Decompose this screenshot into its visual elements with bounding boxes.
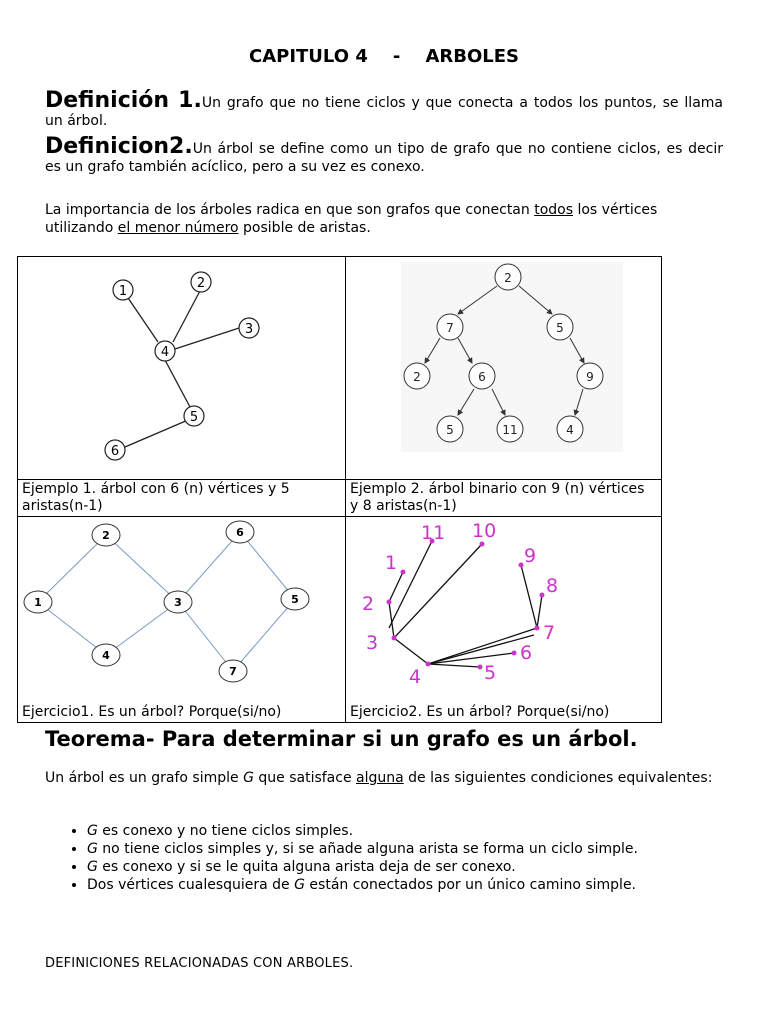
g4-node-4: 4 bbox=[409, 666, 422, 688]
exercise-2-caption: Ejercicio2. Es un árbol? Porque(si/no) bbox=[350, 704, 610, 720]
g4-node-7: 7 bbox=[543, 622, 556, 644]
g3-node-3: 3 bbox=[174, 596, 182, 609]
condition-item bbox=[87, 840, 638, 858]
theorem-intro-b: que satisface bbox=[253, 770, 357, 786]
importance-underline-1: todos bbox=[534, 202, 574, 218]
g3-node-5: 5 bbox=[291, 593, 299, 606]
importance-text-1: La importancia de los árboles radica en que son grafos que conectan bbox=[45, 202, 535, 218]
g2-node-6: 6 bbox=[478, 370, 486, 384]
example-2-graph-cell bbox=[346, 257, 662, 480]
definition-2-text: Un árbol se define como un tipo de grafo que no contiene ciclos, es decir es un grafo también acíclico, pero a su vez es conexo. bbox=[45, 141, 723, 175]
g1-node-2: 2 bbox=[196, 276, 206, 291]
example-2-caption: Ejemplo 2. árbol binario con 9 (n) vértices y 8 aristas(n-1) bbox=[350, 481, 645, 514]
example-1-graph-cell bbox=[18, 257, 346, 480]
theorem-title: Teorema- Para determinar si un grafo es un árbol. bbox=[45, 727, 638, 751]
theorem-intro-underline: alguna bbox=[356, 770, 404, 786]
definition-2 bbox=[45, 134, 723, 176]
g4-node-2: 2 bbox=[362, 593, 375, 615]
definition-2-heading: Definicion2. bbox=[45, 134, 193, 159]
g2-node-11: 11 bbox=[502, 423, 518, 437]
g4-node-6: 6 bbox=[520, 642, 533, 664]
g3-node-4: 4 bbox=[102, 649, 110, 662]
g1-node-5: 5 bbox=[189, 410, 199, 425]
g1-node-1: 1 bbox=[118, 284, 128, 299]
example-1-tree-graph bbox=[18, 257, 345, 475]
g1-node-3: 3 bbox=[244, 322, 254, 337]
theorem-intro bbox=[45, 769, 723, 787]
condition-item bbox=[87, 876, 638, 894]
importance-text-2: los vértices utilizando bbox=[45, 202, 658, 236]
g1-node-6: 6 bbox=[110, 444, 120, 459]
example-2-caption-cell bbox=[346, 480, 662, 517]
exercise-1-graph bbox=[18, 517, 345, 703]
page-title: CAPITULO 4 - ARBOLES bbox=[249, 46, 519, 67]
importance-underline-2: el menor número bbox=[117, 220, 239, 236]
definition-1 bbox=[45, 88, 723, 130]
examples-table bbox=[17, 256, 662, 723]
g1-node-4: 4 bbox=[160, 345, 170, 360]
theorem-intro-a: Un árbol es un grafo simple bbox=[45, 770, 244, 786]
g2-node-4: 4 bbox=[566, 423, 574, 437]
theorem-intro-c: de las siguientes condiciones equivalentes: bbox=[403, 770, 713, 786]
g2-node-2b: 2 bbox=[413, 370, 421, 384]
condition-g: G bbox=[87, 841, 98, 857]
definition-1-text: Un grafo que no tiene ciclos y que conecta a todos los puntos, se llama un árbol. bbox=[45, 95, 723, 129]
g3-node-1: 1 bbox=[34, 596, 42, 609]
theorem-intro-g: G bbox=[243, 770, 254, 786]
g4-node-1: 1 bbox=[385, 552, 398, 574]
g4-node-3: 3 bbox=[366, 632, 379, 654]
g3-node-7: 7 bbox=[229, 665, 237, 678]
exercise-1-cell bbox=[18, 517, 346, 723]
condition-g: G bbox=[294, 877, 305, 893]
g4-node-8: 8 bbox=[546, 575, 559, 597]
g2-node-5b: 5 bbox=[446, 423, 454, 437]
importance-text-3: posible de aristas. bbox=[238, 220, 371, 236]
definition-1-heading: Definición 1. bbox=[45, 88, 202, 113]
g4-node-5: 5 bbox=[484, 662, 497, 684]
example-1-caption: Ejemplo 1. árbol con 6 (n) vértices y 5 aristas(n-1) bbox=[22, 481, 290, 514]
g2-node-7: 7 bbox=[446, 321, 454, 335]
example-1-caption-cell bbox=[18, 480, 346, 517]
g4-node-9: 9 bbox=[524, 545, 537, 567]
condition-g: G bbox=[87, 823, 98, 839]
condition-item bbox=[87, 822, 638, 840]
importance-paragraph bbox=[45, 201, 723, 237]
condition-text: es conexo y no tiene ciclos simples. bbox=[97, 823, 354, 839]
theorem-conditions-list bbox=[45, 822, 638, 894]
g4-node-10: 10 bbox=[472, 520, 497, 542]
g2-node-5a: 5 bbox=[556, 321, 564, 335]
condition-g: G bbox=[87, 859, 98, 875]
related-definitions-heading: DEFINICIONES RELACIONADAS CON ARBOLES. bbox=[45, 956, 354, 971]
g2-node-9: 9 bbox=[586, 370, 594, 384]
condition-text: es conexo y si se le quita alguna arista deja de ser conexo. bbox=[97, 859, 516, 875]
condition-text: están conectados por un único camino simple. bbox=[304, 877, 637, 893]
g3-node-6: 6 bbox=[236, 526, 244, 539]
g4-node-11: 11 bbox=[421, 522, 446, 544]
condition-item bbox=[87, 858, 638, 876]
exercise-2-graph bbox=[346, 517, 661, 703]
exercise-1-caption: Ejercicio1. Es un árbol? Porque(si/no) bbox=[22, 704, 282, 720]
g2-node-root: 2 bbox=[504, 271, 512, 285]
condition-pre: Dos vértices cualesquiera de bbox=[87, 877, 295, 893]
example-2-binary-tree bbox=[346, 257, 661, 475]
condition-text: no tiene ciclos simples y, si se añade alguna arista se forma un ciclo simple. bbox=[97, 841, 638, 857]
g3-node-2: 2 bbox=[102, 529, 110, 542]
exercise-2-cell bbox=[346, 517, 662, 723]
